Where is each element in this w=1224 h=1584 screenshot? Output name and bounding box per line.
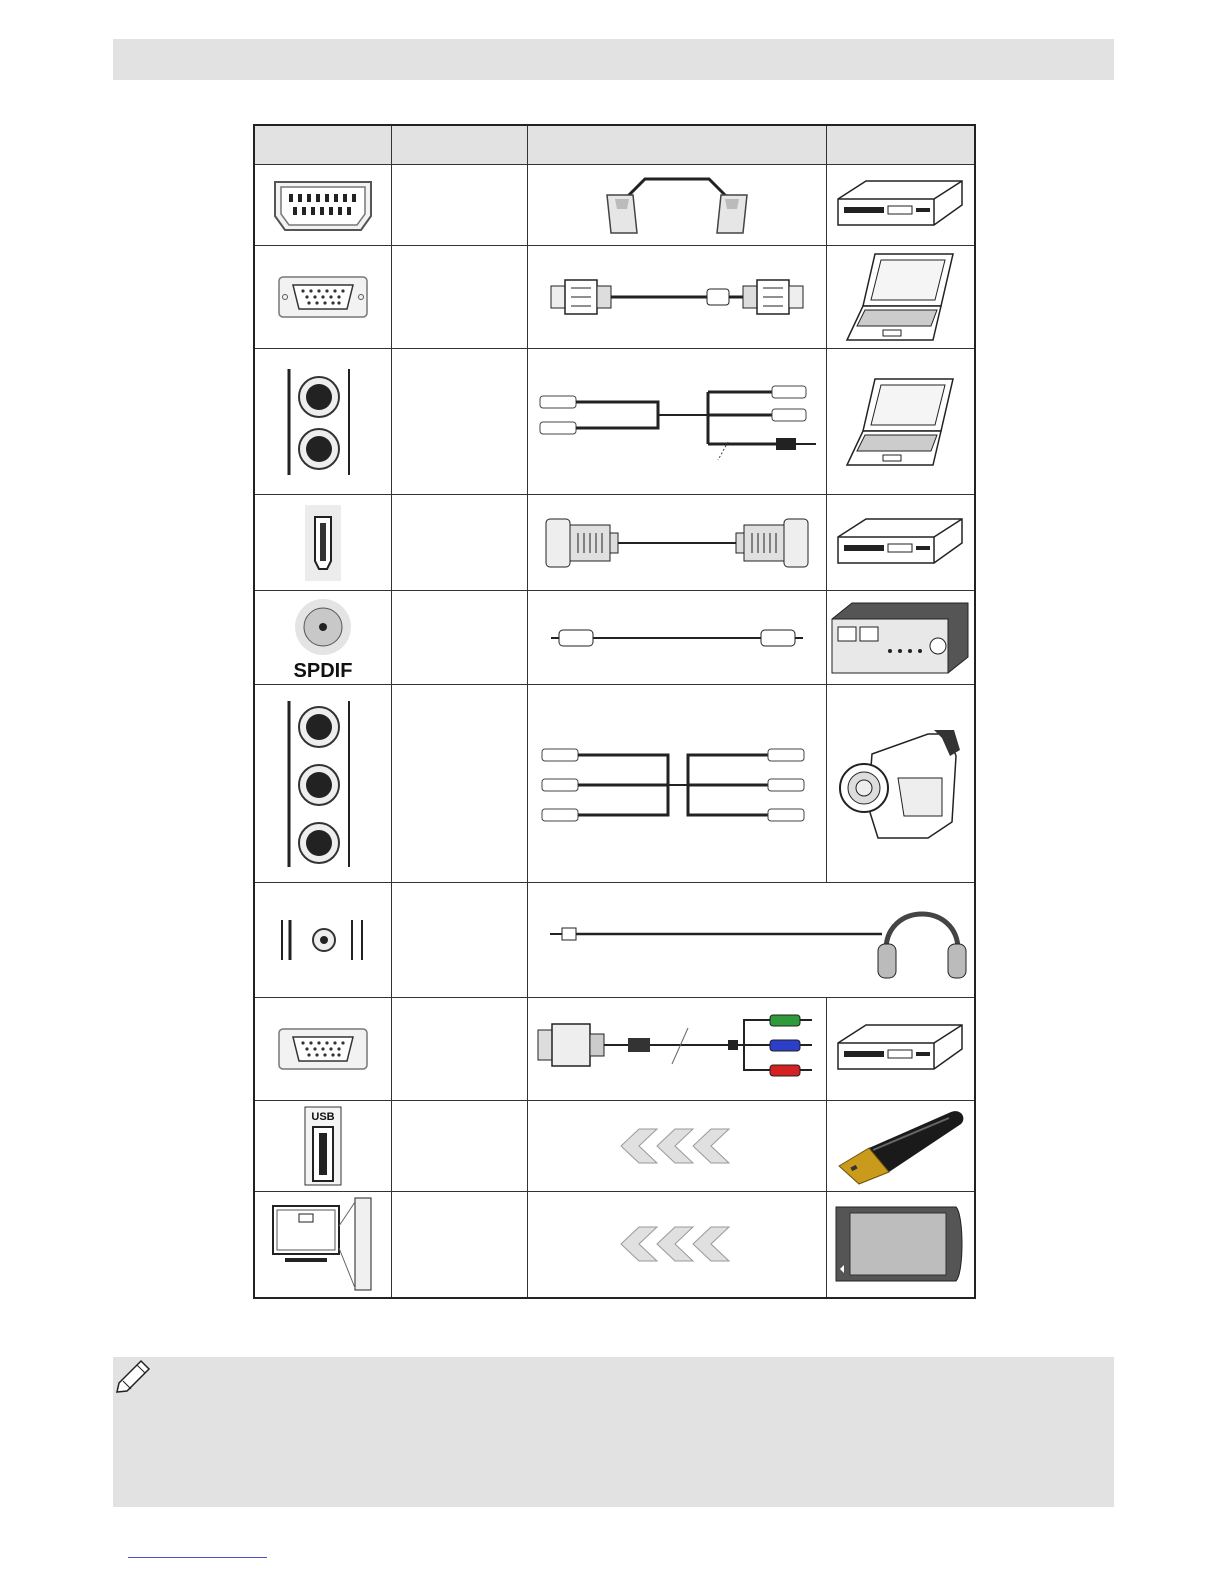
description-cell (391, 1101, 527, 1192)
table-row-vga (254, 246, 975, 349)
laptop-icon (827, 250, 975, 344)
usb-label: USB (311, 1111, 335, 1123)
device-cell (826, 1101, 975, 1192)
column-header-cable (527, 125, 826, 165)
description-cell (391, 246, 527, 349)
vga-socket-icon (255, 1025, 391, 1073)
device-cell (826, 998, 975, 1101)
scart-cable-icon (528, 169, 826, 241)
ypbpr-cable-icon (528, 1014, 826, 1084)
connector-cell (254, 591, 391, 685)
description-cell (391, 1192, 527, 1298)
table-row-pc-audio (254, 349, 975, 495)
column-header-connector (254, 125, 391, 165)
device-cell (826, 495, 975, 591)
av-cable-icon (528, 739, 826, 829)
ci-cam-module-icon (827, 1203, 975, 1285)
connector-cell (254, 998, 391, 1101)
table-row-av (254, 685, 975, 883)
scart-socket-icon (255, 174, 391, 236)
cable-cell (527, 1192, 826, 1298)
description-cell (391, 165, 527, 246)
hdmi-socket-icon (255, 503, 391, 583)
cable-cell (527, 998, 826, 1101)
hdmi-cable-icon (528, 515, 826, 571)
usb-stick-icon (827, 1106, 975, 1186)
device-cell (826, 1192, 975, 1298)
usb-socket-icon (255, 1105, 391, 1187)
device-cell (826, 165, 975, 246)
description-cell (391, 591, 527, 685)
table-row-usb (254, 1101, 975, 1192)
insert-arrows-icon (528, 1225, 826, 1263)
connection-table (253, 124, 976, 1299)
note-band (113, 1357, 1114, 1507)
pencil-note-icon (113, 1357, 153, 1393)
table-row-ypbpr (254, 998, 975, 1101)
headphone-cable-icon (528, 892, 995, 988)
vcr-player-icon (827, 177, 975, 233)
description-cell (391, 685, 527, 883)
spdif-label: SPDIF (293, 659, 353, 681)
spdif-socket-icon (255, 595, 391, 681)
description-cell (391, 998, 527, 1101)
audio-adapter-cable-icon (528, 382, 826, 462)
connector-cell (254, 349, 391, 495)
camcorder-icon (827, 726, 975, 842)
headphones-icon (878, 914, 966, 978)
cable-cell (527, 591, 826, 685)
description-cell (391, 495, 527, 591)
tv-ci-slot-icon (255, 1196, 391, 1292)
connector-cell (254, 165, 391, 246)
cable-cell (527, 246, 826, 349)
dvd-player-icon (827, 1021, 975, 1077)
vga-socket-icon (255, 273, 391, 321)
connector-cell (254, 883, 391, 998)
dvd-player-icon (827, 515, 975, 571)
table-row-ci (254, 1192, 975, 1298)
description-cell (391, 883, 527, 998)
device-cell (826, 349, 975, 495)
headphone-socket-icon (255, 918, 391, 962)
cable-cell (527, 165, 826, 246)
header-band (113, 39, 1114, 80)
cable-cell (527, 685, 826, 883)
device-cell (826, 685, 975, 883)
av-sockets-icon (255, 699, 391, 869)
connector-cell (254, 1101, 391, 1192)
table-row-hdmi (254, 495, 975, 591)
cable-cell (527, 883, 975, 998)
footer-link-underline (128, 1557, 267, 1558)
audio-amplifier-icon (827, 599, 975, 677)
audio-in-sockets-icon (255, 367, 391, 477)
cable-cell (527, 495, 826, 591)
table-header-row (254, 125, 975, 165)
table-row-scart (254, 165, 975, 246)
cable-cell (527, 1101, 826, 1192)
device-cell (826, 246, 975, 349)
insert-arrows-icon (528, 1127, 826, 1165)
vga-cable-icon (528, 274, 826, 320)
device-cell (826, 591, 975, 685)
connector-cell (254, 685, 391, 883)
laptop-icon (827, 375, 975, 469)
column-header-type (391, 125, 527, 165)
connector-cell (254, 1192, 391, 1298)
column-header-device (826, 125, 975, 165)
table-row-headphone (254, 883, 975, 998)
cable-cell (527, 349, 826, 495)
table-row-spdif (254, 591, 975, 685)
connector-cell (254, 246, 391, 349)
connector-cell (254, 495, 391, 591)
coaxial-cable-icon (528, 623, 826, 653)
description-cell (391, 349, 527, 495)
